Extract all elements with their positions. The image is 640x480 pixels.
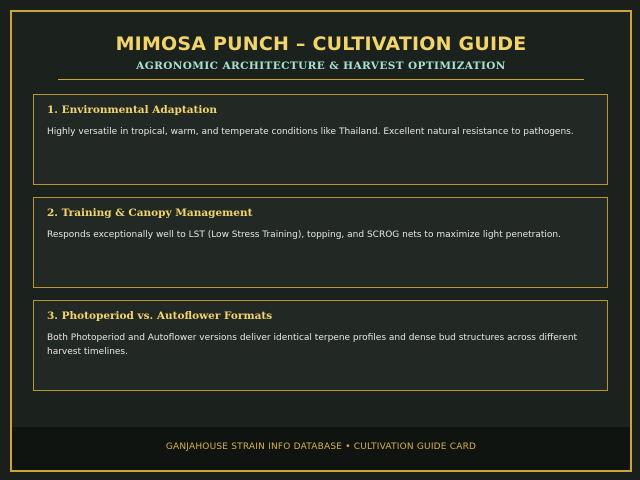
section-body: Highly versatile in tropical, warm, and temperate conditions like Thailand. Excellent natural resistance to pathogens. xyxy=(47,127,574,137)
section-photoperiod-autoflower xyxy=(33,300,608,391)
page-subtitle: AGRONOMIC ARCHITECTURE & HARVEST OPTIMIZATION xyxy=(136,60,506,72)
page-title: MIMOSA PUNCH – CULTIVATION GUIDE xyxy=(115,33,527,55)
section-heading: 2. Training & Canopy Management xyxy=(47,207,253,219)
header-divider xyxy=(58,79,584,80)
section-heading: 3. Photoperiod vs. Autoflower Formats xyxy=(47,310,273,322)
footer-bar xyxy=(12,427,630,470)
section-training-canopy xyxy=(33,197,608,288)
section-body: Responds exceptionally well to LST (Low Stress Training), topping, and SCROG nets to maximize light penetration. xyxy=(47,230,561,240)
footer-text: GANJAHOUSE STRAIN INFO DATABASE • CULTIVATION GUIDE CARD xyxy=(165,442,477,452)
section-heading: 1. Environmental Adaptation xyxy=(47,104,217,116)
section-body: Both Photoperiod and Autoflower versions deliver identical terpene profiles and dense bud structures across different harvest timelines. xyxy=(47,333,578,357)
section-environmental-adaptation xyxy=(33,94,608,185)
cultivation-guide-card xyxy=(10,10,632,472)
